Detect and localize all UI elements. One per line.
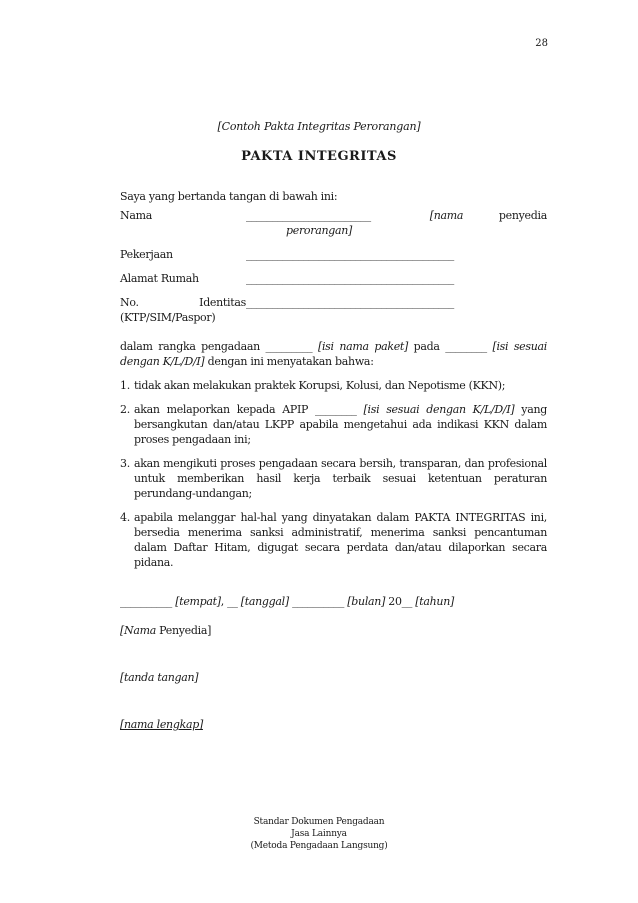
field-identitas-label: No. Identitas <box>120 296 246 309</box>
field-nama-hint: [nama <box>429 209 464 222</box>
footer-line-1: Standar Dokumen Pengadaan <box>253 817 385 827</box>
field-pekerjaan-label: Pekerjaan <box>120 248 173 261</box>
field-nama-blank: ________________________ <box>246 209 371 222</box>
field-identitas-blank: ________________________________________ <box>246 296 455 309</box>
field-identitas <box>120 295 547 325</box>
intro-text: Saya yang bertanda tangan di bawah ini: <box>120 190 338 203</box>
page-number: 28 <box>535 38 548 49</box>
example-title: [Contoh Pakta Integritas Perorangan] <box>217 120 421 133</box>
list-item: 1. tidak akan melakukan praktek Korupsi, Kolusi, dan Nepotisme (KKN); <box>120 379 506 392</box>
footer-line-2: Jasa Lainnya <box>291 829 347 839</box>
provider-name-line: [Nama Penyedia] <box>120 624 212 637</box>
field-alamat-blank: ________________________________________ <box>246 272 455 285</box>
signature-line: [tanda tangan] <box>120 671 199 684</box>
field-alamat-label: Alamat Rumah <box>120 272 199 285</box>
place-date-line: __________ [tempat], __ [tanggal] __________ [bulan] 20__ [tahun] <box>120 595 454 608</box>
list-item: 3. akan mengikuti proses pengadaan secara bersih, transparan, dan profesional untuk memberikan hasil kerja terbaik sesuai ketentuan peraturan perundang-undangan; <box>120 457 547 500</box>
field-nama-hint-penyedia: penyedia <box>498 209 547 222</box>
document-title: PAKTA INTEGRITAS <box>241 149 397 164</box>
field-nama <box>120 208 547 238</box>
field-nama-label: Nama <box>120 209 152 222</box>
list-item: 4. apabila melanggar hal-hal yang dinyatakan dalam PAKTA INTEGRITAS ini, bersedia menerima sanksi administratif, menerima sanksi pencantuman dalam Daftar Hitam, digugat secara perdata dan/atau dilaporkan secara pidana. <box>120 511 547 569</box>
document-body <box>120 189 547 732</box>
field-pekerjaan <box>120 247 547 262</box>
field-alamat <box>120 271 547 286</box>
full-name-line: [nama lengkap] <box>120 718 203 731</box>
statement-paragraph: dalam rangka pengadaan _________ [isi nama paket] pada ________ [isi sesuai dengan K/L/D/I] dengan ini menyatakan bahwa: <box>120 340 547 368</box>
page-footer <box>0 816 638 852</box>
field-nama-hint-perorangan: perorangan] <box>286 224 353 237</box>
field-pekerjaan-blank: ________________________________________ <box>246 248 455 261</box>
field-identitas-sublabel: (KTP/SIM/Paspor) <box>120 311 216 324</box>
list-item: 2. akan melaporkan kepada APIP ________ [isi sesuai dengan K/L/D/I] yang bersangkutan dan/atau LKPP apabila mengetahui ada indikasi KKN dalam proses pengadaan ini; <box>120 403 547 446</box>
footer-line-3: (Metoda Pengadaan Langsung) <box>250 841 388 851</box>
